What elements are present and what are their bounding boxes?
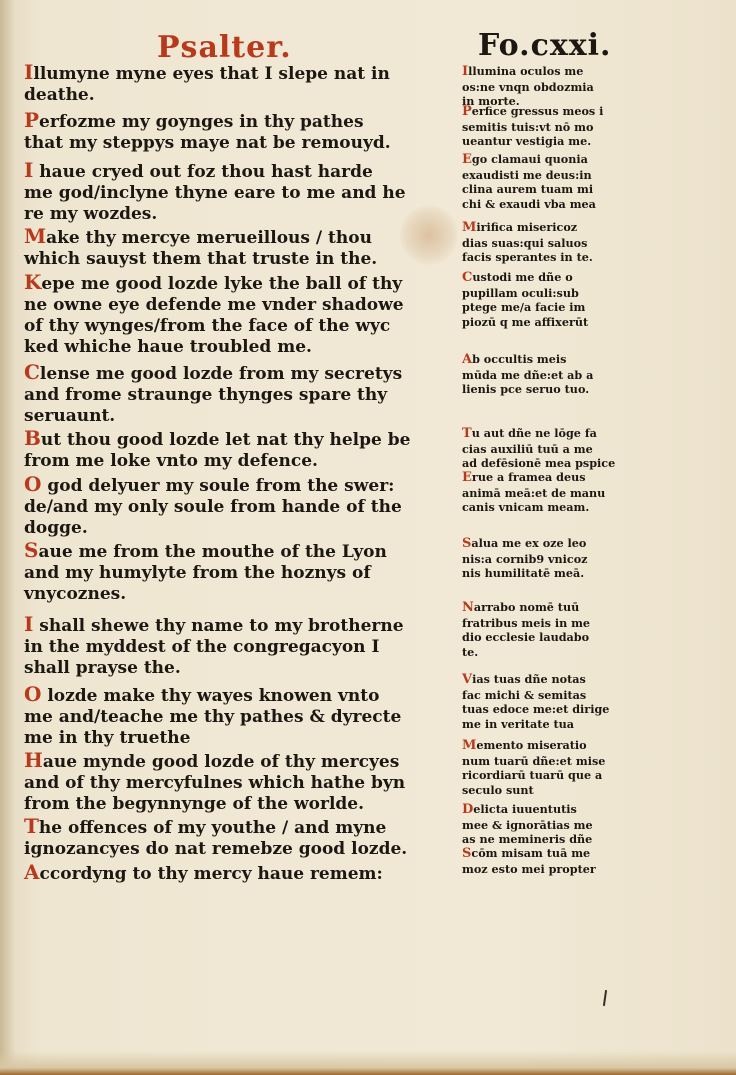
gloss-note: Ab occultis meis mūda me dñe:et ab a lienis pce seruo tuo.	[462, 352, 594, 397]
gloss-note: Salua me ex oze leo nis:a cornib9 vnicoz nis humilitatē meā.	[462, 536, 588, 581]
verse: Saue me from the mouthe of the Lyon and my humylyte from the hoznys of vnycoznes.	[24, 538, 387, 604]
gloss-note: Narrabo nomē tuū fratribus meis in me dio ecclesie laudabo te.	[462, 600, 591, 659]
page-bottom-edge	[0, 1051, 736, 1075]
gloss-note: Ego clamaui quonia exaudisti me deus:in clina aurem tuam mi chi & exaudi vba mea	[462, 152, 596, 211]
verse: Perfozme my goynges in thy pathes that my steppys maye nat be remouyd.	[24, 108, 391, 153]
verse: But thou good lozde let nat thy helpe be from me loke vnto my defence.	[24, 426, 411, 471]
folio-number: Fo.cxxi.	[478, 28, 612, 63]
page-gutter	[0, 0, 14, 1075]
gloss-note: Illumina oculos me os:ne vnqn obdozmia in morte.	[462, 64, 594, 109]
gloss-note: Memento miseratio num tuarū dñe:et mise ricordiarū tuarū que a seculo sunt	[462, 738, 606, 797]
gloss-note: Tu aut dñe ne lōge fa cias auxiliū tuū a me ad defēsionē mea pspice	[462, 426, 616, 471]
gloss-note: Erue a framea deus animā meā:et de manu canis vnicam meam.	[462, 470, 606, 515]
verse: O god delyuer my soule from the swer: de/and my only soule from hande of the dogge.	[24, 472, 402, 538]
gloss-note: Scōm misam tuā me moz esto mei propter	[462, 846, 596, 876]
gloss-note: Delicta iuuentutis mee & ignorātias me as ne memineris dñe	[462, 802, 593, 847]
gloss-note: Perfice gressus meos i semitis tuis:vt nō mo ueantur vestigia me.	[462, 104, 604, 149]
verse: The offences of my youthe / and myne ignozancyes do nat remebze good lozde.	[24, 814, 408, 859]
gloss-note: Custodi me dñe o pupillam oculi:sub ptege me/a facie im piozū q me affixerūt	[462, 270, 589, 329]
verse: I haue cryed out foz thou hast harde me god/inclyne thyne eare to me and he re my wozdes.	[24, 158, 406, 224]
verse: Kepe me good lozde lyke the ball of thy ne owne eye defende me vnder shadowe of thy wynges/from the face of the wyc ked whiche haue troubled me.	[24, 270, 404, 357]
verse: O lozde make thy wayes knowen vnto me and/teache me thy pathes & dyrecte me in thy truethe	[24, 682, 402, 748]
verse: Accordyng to thy mercy haue remem:	[24, 860, 383, 884]
running-title: Psalter.	[157, 30, 292, 65]
verse: Make thy mercye merueillous / thou which sauyst them that truste in the.	[24, 224, 378, 269]
verse: I shall shewe thy name to my brotherne in the myddest of the congregacyon I shall prayse the.	[24, 612, 404, 678]
verse: Haue mynde good lozde of thy mercyes and of thy mercyfulnes which hathe byn from the begynnynge of the worlde.	[24, 748, 406, 814]
verse: Illumyne myne eyes that I slepe nat in deathe.	[24, 60, 390, 105]
gloss-note: Vias tuas dñe notas fac michi & semitas tuas edoce me:et dirige me in veritate tua	[462, 672, 610, 731]
verse: Clense me good lozde from my secretys and frome straunge thynges spare thy seruaunt.	[24, 360, 403, 426]
gloss-note: Mirifica misericoz dias suas:qui saluos facis sperantes in te.	[462, 220, 593, 265]
ink-mark	[603, 990, 607, 1006]
